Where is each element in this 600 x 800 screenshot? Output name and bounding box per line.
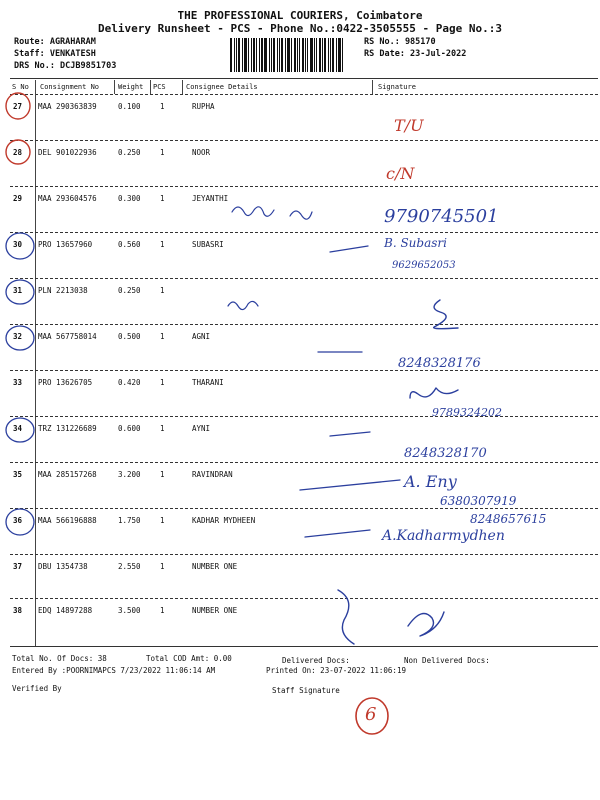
entered-by: Entered By :POORNIMAPCS 7/23/2022 11:06:14 AM xyxy=(12,666,216,675)
row-consignment: MAA 290363839 xyxy=(38,102,97,111)
col-weight: Weight xyxy=(118,83,144,91)
sig-row-36-phone: 8248657615 xyxy=(470,512,547,526)
row-consignee: RUPHA xyxy=(192,102,215,111)
delivered-docs: Delivered Docs: xyxy=(282,656,350,665)
row-pcs: 1 xyxy=(160,148,165,157)
row-pcs: 1 xyxy=(160,332,165,341)
blue-sno-circles xyxy=(6,233,34,535)
delivery-arrows xyxy=(300,246,400,537)
row-consignee: NUMBER ONE xyxy=(192,562,238,571)
rs-number: RS No.: 985170 xyxy=(364,37,436,47)
row-weight: 0.250 xyxy=(118,286,141,295)
drs-number: DRS No.: DCJB9851703 xyxy=(14,61,117,71)
row-consignment: MAA 285157268 xyxy=(38,470,97,479)
row-sno: 31 xyxy=(13,286,23,295)
row-pcs: 1 xyxy=(160,562,165,571)
row-consignee: AYNI xyxy=(192,424,211,433)
row-weight: 0.300 xyxy=(118,194,141,203)
row-sno: 36 xyxy=(13,516,23,525)
consignee-scribbles xyxy=(228,207,312,310)
row-consignment: MAA 566196888 xyxy=(38,516,97,525)
row-consignment: EDQ 14897288 xyxy=(38,606,93,615)
row-weight: 0.420 xyxy=(118,378,141,387)
row-consignee: SUBASRI xyxy=(192,240,224,249)
row-sno: 35 xyxy=(13,470,23,479)
sig-row-27: T/U xyxy=(394,116,424,135)
row-sno: 27 xyxy=(13,102,23,111)
sig-row-32: 8248328176 xyxy=(398,356,481,371)
non-delivered-docs: Non Delivered Docs: xyxy=(404,656,490,665)
row-sno: 32 xyxy=(13,332,23,341)
col-pcs: PCS xyxy=(153,83,166,91)
row-consignee: THARANI xyxy=(192,378,224,387)
col-consignee: Consignee Details xyxy=(186,83,258,91)
row-weight: 1.750 xyxy=(118,516,141,525)
row-weight: 3.500 xyxy=(118,606,141,615)
row-pcs: 1 xyxy=(160,240,165,249)
row-consignee: NOOR xyxy=(192,148,211,157)
runsheet-title: Delivery Runsheet - PCS - Phone No.:0422-3505555 - Page No.:3 xyxy=(98,22,502,35)
red-sno-circles xyxy=(6,93,30,164)
row-pcs: 1 xyxy=(160,470,165,479)
row-pcs: 1 xyxy=(160,194,165,203)
row-weight: 0.250 xyxy=(118,148,141,157)
row-weight: 3.200 xyxy=(118,470,141,479)
company-title: THE PROFESSIONAL COURIERS, Coimbatore xyxy=(177,9,423,22)
row-consignment: TRZ 131226689 xyxy=(38,424,97,433)
row-weight: 2.550 xyxy=(118,562,141,571)
row-weight: 0.100 xyxy=(118,102,141,111)
row-pcs: 1 xyxy=(160,424,165,433)
route-label: Route: AGRAHARAM xyxy=(14,37,96,47)
row-consignment: DBU 1354738 xyxy=(38,562,88,571)
row-consignment: MAA 567758014 xyxy=(38,332,97,341)
staff-signature-label: Staff Signature xyxy=(272,686,340,695)
total-docs: Total No. Of Docs: 38 xyxy=(12,654,107,663)
row-sno: 38 xyxy=(13,606,23,615)
sig-row-35: A. Eny xyxy=(404,472,457,491)
sig-row-36: A.Kadharmydhen xyxy=(382,528,505,544)
sig-row-30-phone: 9629652053 xyxy=(392,260,456,271)
row-sno: 34 xyxy=(13,424,23,433)
row-consignment: PRO 13626705 xyxy=(38,378,93,387)
row-pcs: 1 xyxy=(160,516,165,525)
row-consignee: AGNI xyxy=(192,332,211,341)
row-weight: 0.500 xyxy=(118,332,141,341)
row-sno: 37 xyxy=(13,562,23,571)
sig-row-33: 9789324202 xyxy=(432,406,502,419)
sig-row-35-phone: 6380307919 xyxy=(440,494,517,508)
row-consignment: PLN 2213038 xyxy=(38,286,88,295)
sig-row-28: c/N xyxy=(386,164,415,183)
staff-circled-number: 6 xyxy=(365,704,377,725)
row-consignee: JEYANTHI xyxy=(192,194,229,203)
sig-row-30: B. Subasri xyxy=(384,236,447,250)
row-consignee: RAVINDRAN xyxy=(192,470,233,479)
verified-by: Verified By xyxy=(12,684,62,693)
row-consignment: DEL 901022936 xyxy=(38,148,97,157)
row-sno: 33 xyxy=(13,378,23,387)
row-consignee: KADHAR MYDHEEN xyxy=(192,516,256,525)
row-pcs: 1 xyxy=(160,102,165,111)
total-cod: Total COD Amt: 0.00 xyxy=(146,654,232,663)
sig-row-29: 9790745501 xyxy=(384,206,499,227)
col-consignment: Consignment No xyxy=(40,83,100,91)
col-signature: Signature xyxy=(378,83,416,91)
row-sno: 28 xyxy=(13,148,23,157)
row-consignment: PRO 13657960 xyxy=(38,240,93,249)
row-sno: 29 xyxy=(13,194,23,203)
row-weight: 0.560 xyxy=(118,240,141,249)
row-consignment: MAA 293604576 xyxy=(38,194,97,203)
row-pcs: 1 xyxy=(160,286,165,295)
row-consignee: NUMBER ONE xyxy=(192,606,238,615)
col-sno: S No xyxy=(12,83,29,91)
staff-label: Staff: VENKATESH xyxy=(14,49,96,59)
row-sno: 30 xyxy=(13,240,23,249)
sig-row-34: 8248328170 xyxy=(404,446,487,461)
row-pcs: 1 xyxy=(160,378,165,387)
rs-date: RS Date: 23-Jul-2022 xyxy=(364,49,467,59)
printed-on: Printed On: 23-07-2022 11:06:19 xyxy=(266,666,406,675)
row-pcs: 1 xyxy=(160,606,165,615)
row-weight: 0.600 xyxy=(118,424,141,433)
